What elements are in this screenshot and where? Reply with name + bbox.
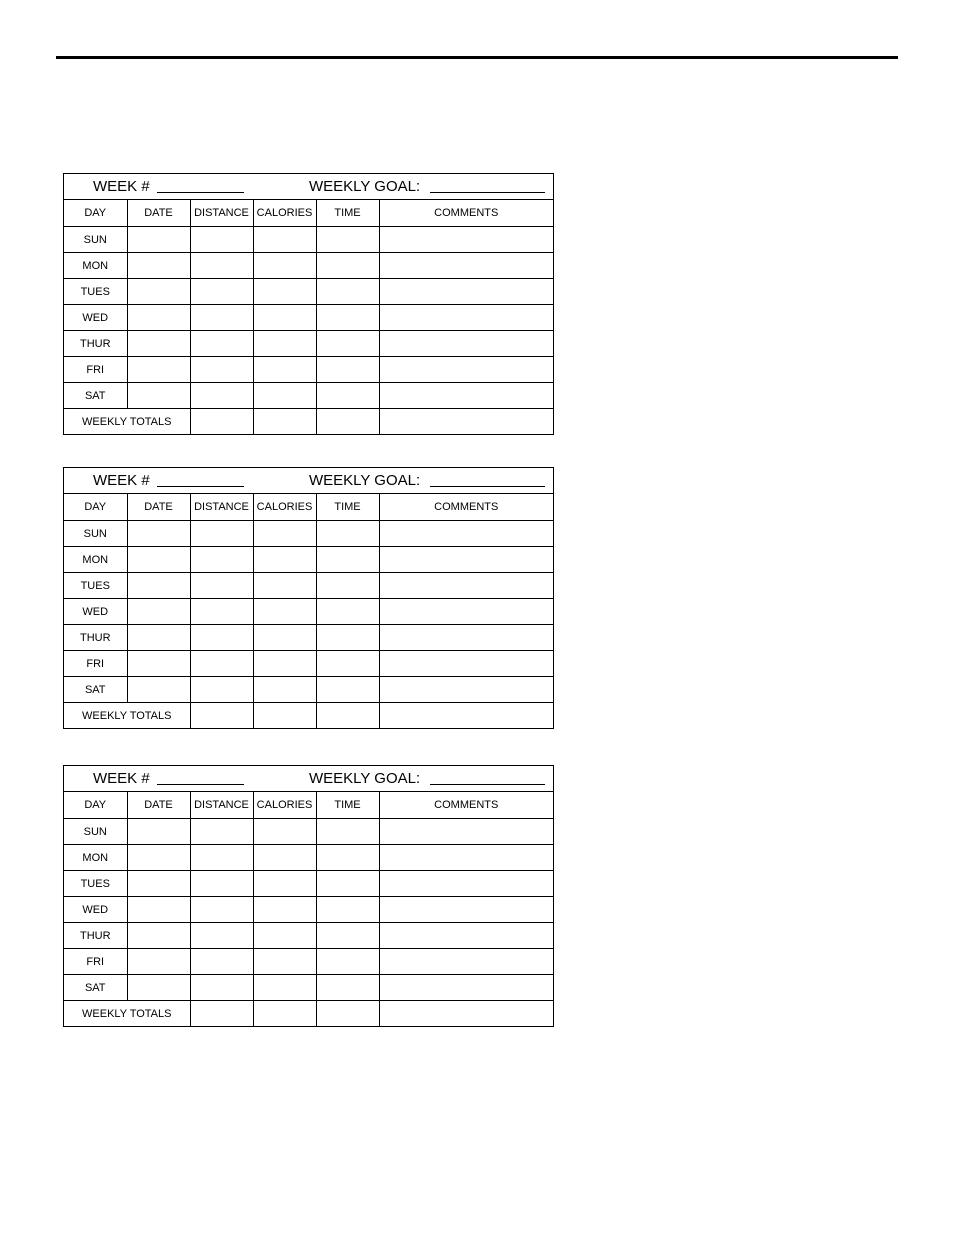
entry-cell-calories[interactable] <box>253 651 316 677</box>
entry-cell-time[interactable] <box>316 331 379 357</box>
table-row <box>64 923 553 949</box>
total-cell-time[interactable] <box>316 1001 379 1027</box>
entry-cell-calories[interactable] <box>253 677 316 703</box>
entry-cell-time[interactable] <box>316 357 379 383</box>
entry-cell-time[interactable] <box>316 651 379 677</box>
entry-cell-comments[interactable] <box>379 227 553 253</box>
entry-cell-date[interactable] <box>127 357 190 383</box>
weekly-goal-field[interactable] <box>430 486 545 487</box>
entry-cell-calories[interactable] <box>253 949 316 975</box>
entry-cell-distance[interactable] <box>190 599 253 625</box>
column-header-day: DAY <box>64 200 127 227</box>
entry-cell-distance[interactable] <box>190 923 253 949</box>
weekly-goal-label: WEEKLY GOAL: <box>309 178 421 195</box>
total-cell-calories[interactable] <box>253 409 316 435</box>
entry-cell-date[interactable] <box>127 279 190 305</box>
week-number-field[interactable] <box>157 784 244 785</box>
entry-cell-calories[interactable] <box>253 331 316 357</box>
weekly-totals-row <box>64 1001 553 1027</box>
card-header <box>64 766 553 792</box>
entry-cell-comments[interactable] <box>379 305 553 331</box>
entry-cell-date[interactable] <box>127 383 190 409</box>
weekly-log-card <box>63 173 554 435</box>
entry-cell-time[interactable] <box>316 227 379 253</box>
entry-cell-time[interactable] <box>316 975 379 1001</box>
table-row <box>64 975 553 1001</box>
entry-cell-date[interactable] <box>127 819 190 845</box>
entry-cell-calories[interactable] <box>253 279 316 305</box>
entry-cell-distance[interactable] <box>190 253 253 279</box>
log-table <box>64 494 553 728</box>
entry-cell-calories[interactable] <box>253 547 316 573</box>
entry-cell-comments[interactable] <box>379 331 553 357</box>
entry-cell-time[interactable] <box>316 547 379 573</box>
weekly-log-card <box>63 765 554 1027</box>
entry-cell-date[interactable] <box>127 625 190 651</box>
entry-cell-date[interactable] <box>127 547 190 573</box>
table-row <box>64 521 553 547</box>
day-label: SAT <box>64 383 127 409</box>
column-header-date: DATE <box>127 792 190 819</box>
entry-cell-calories[interactable] <box>253 625 316 651</box>
entry-cell-distance[interactable] <box>190 949 253 975</box>
day-label: SAT <box>64 677 127 703</box>
table-row <box>64 897 553 923</box>
entry-cell-calories[interactable] <box>253 305 316 331</box>
table-row <box>64 845 553 871</box>
column-header-date: DATE <box>127 494 190 521</box>
entry-cell-distance[interactable] <box>190 573 253 599</box>
entry-cell-distance[interactable] <box>190 357 253 383</box>
entry-cell-time[interactable] <box>316 677 379 703</box>
log-table <box>64 792 553 1026</box>
entry-cell-time[interactable] <box>316 253 379 279</box>
entry-cell-comments[interactable] <box>379 897 553 923</box>
entry-cell-date[interactable] <box>127 573 190 599</box>
entry-cell-date[interactable] <box>127 521 190 547</box>
day-label: SUN <box>64 521 127 547</box>
entry-cell-date[interactable] <box>127 923 190 949</box>
table-row <box>64 871 553 897</box>
entry-cell-date[interactable] <box>127 871 190 897</box>
entry-cell-comments[interactable] <box>379 547 553 573</box>
table-row <box>64 573 553 599</box>
column-header-day: DAY <box>64 494 127 521</box>
column-header-distance: DISTANCE <box>190 200 253 227</box>
table-row <box>64 677 553 703</box>
week-number-label: WEEK # <box>93 770 150 787</box>
entry-cell-time[interactable] <box>316 897 379 923</box>
entry-cell-distance[interactable] <box>190 677 253 703</box>
entry-cell-comments[interactable] <box>379 975 553 1001</box>
weekly-totals-label: WEEKLY TOTALS <box>64 1001 190 1027</box>
day-label: THUR <box>64 923 127 949</box>
entry-cell-date[interactable] <box>127 845 190 871</box>
entry-cell-time[interactable] <box>316 871 379 897</box>
table-row <box>64 599 553 625</box>
entry-cell-calories[interactable] <box>253 383 316 409</box>
day-label: MON <box>64 845 127 871</box>
entry-cell-date[interactable] <box>127 253 190 279</box>
entry-cell-comments[interactable] <box>379 625 553 651</box>
weekly-goal-field[interactable] <box>430 784 545 785</box>
entry-cell-calories[interactable] <box>253 521 316 547</box>
entry-cell-comments[interactable] <box>379 949 553 975</box>
day-label: FRI <box>64 651 127 677</box>
column-header-row <box>64 200 553 227</box>
entry-cell-date[interactable] <box>127 599 190 625</box>
entry-cell-calories[interactable] <box>253 599 316 625</box>
entry-cell-comments[interactable] <box>379 599 553 625</box>
entry-cell-calories[interactable] <box>253 573 316 599</box>
column-header-day: DAY <box>64 792 127 819</box>
total-cell-comments[interactable] <box>379 409 553 435</box>
day-label: FRI <box>64 357 127 383</box>
entry-cell-distance[interactable] <box>190 651 253 677</box>
entry-cell-date[interactable] <box>127 975 190 1001</box>
total-cell-time[interactable] <box>316 409 379 435</box>
column-header-time: TIME <box>316 792 379 819</box>
entry-cell-time[interactable] <box>316 599 379 625</box>
total-cell-calories[interactable] <box>253 1001 316 1027</box>
table-row <box>64 949 553 975</box>
entry-cell-calories[interactable] <box>253 923 316 949</box>
entry-cell-comments[interactable] <box>379 253 553 279</box>
table-row <box>64 819 553 845</box>
entry-cell-distance[interactable] <box>190 897 253 923</box>
day-label: MON <box>64 253 127 279</box>
column-header-comments: COMMENTS <box>379 200 553 227</box>
entry-cell-date[interactable] <box>127 305 190 331</box>
entry-cell-calories[interactable] <box>253 897 316 923</box>
entry-cell-time[interactable] <box>316 949 379 975</box>
entry-cell-time[interactable] <box>316 521 379 547</box>
card-header <box>64 468 553 494</box>
day-label: FRI <box>64 949 127 975</box>
entry-cell-date[interactable] <box>127 651 190 677</box>
entry-cell-distance[interactable] <box>190 227 253 253</box>
day-label: WED <box>64 305 127 331</box>
entry-cell-distance[interactable] <box>190 871 253 897</box>
column-header-calories: CALORIES <box>253 200 316 227</box>
entry-cell-distance[interactable] <box>190 819 253 845</box>
weekly-goal-label: WEEKLY GOAL: <box>309 472 421 489</box>
total-cell-distance[interactable] <box>190 1001 253 1027</box>
entry-cell-distance[interactable] <box>190 279 253 305</box>
entry-cell-comments[interactable] <box>379 871 553 897</box>
column-header-date: DATE <box>127 200 190 227</box>
weekly-goal-label: WEEKLY GOAL: <box>309 770 421 787</box>
week-number-label: WEEK # <box>93 178 150 195</box>
table-row <box>64 227 553 253</box>
table-row <box>64 357 553 383</box>
total-cell-comments[interactable] <box>379 703 553 729</box>
entry-cell-comments[interactable] <box>379 923 553 949</box>
top-rule <box>56 56 898 59</box>
entry-cell-comments[interactable] <box>379 651 553 677</box>
day-label: SUN <box>64 819 127 845</box>
entry-cell-distance[interactable] <box>190 331 253 357</box>
entry-cell-distance[interactable] <box>190 521 253 547</box>
entry-cell-distance[interactable] <box>190 547 253 573</box>
entry-cell-time[interactable] <box>316 279 379 305</box>
column-header-distance: DISTANCE <box>190 494 253 521</box>
entry-cell-date[interactable] <box>127 227 190 253</box>
log-table <box>64 200 553 434</box>
column-header-comments: COMMENTS <box>379 494 553 521</box>
entry-cell-date[interactable] <box>127 897 190 923</box>
entry-cell-comments[interactable] <box>379 521 553 547</box>
entry-cell-calories[interactable] <box>253 819 316 845</box>
entry-cell-date[interactable] <box>127 949 190 975</box>
week-number-field[interactable] <box>157 192 244 193</box>
entry-cell-comments[interactable] <box>379 279 553 305</box>
day-label: TUES <box>64 279 127 305</box>
table-row <box>64 305 553 331</box>
day-label: THUR <box>64 625 127 651</box>
weekly-goal-field[interactable] <box>430 192 545 193</box>
week-number-label: WEEK # <box>93 472 150 489</box>
entry-cell-time[interactable] <box>316 625 379 651</box>
entry-cell-time[interactable] <box>316 845 379 871</box>
week-number-field[interactable] <box>157 486 244 487</box>
entry-cell-calories[interactable] <box>253 357 316 383</box>
entry-cell-distance[interactable] <box>190 625 253 651</box>
column-header-calories: CALORIES <box>253 792 316 819</box>
entry-cell-comments[interactable] <box>379 845 553 871</box>
entry-cell-time[interactable] <box>316 383 379 409</box>
day-label: TUES <box>64 573 127 599</box>
entry-cell-distance[interactable] <box>190 975 253 1001</box>
weekly-totals-row <box>64 703 553 729</box>
entry-cell-calories[interactable] <box>253 975 316 1001</box>
table-row <box>64 547 553 573</box>
day-label: WED <box>64 897 127 923</box>
column-header-time: TIME <box>316 200 379 227</box>
entry-cell-distance[interactable] <box>190 383 253 409</box>
entry-cell-date[interactable] <box>127 677 190 703</box>
table-row <box>64 253 553 279</box>
day-label: SAT <box>64 975 127 1001</box>
entry-cell-time[interactable] <box>316 573 379 599</box>
entry-cell-distance[interactable] <box>190 845 253 871</box>
entry-cell-comments[interactable] <box>379 677 553 703</box>
column-header-calories: CALORIES <box>253 494 316 521</box>
total-cell-time[interactable] <box>316 703 379 729</box>
table-row <box>64 383 553 409</box>
table-row <box>64 279 553 305</box>
total-cell-comments[interactable] <box>379 1001 553 1027</box>
entry-cell-time[interactable] <box>316 923 379 949</box>
day-label: SUN <box>64 227 127 253</box>
entry-cell-comments[interactable] <box>379 383 553 409</box>
weekly-totals-row <box>64 409 553 435</box>
entry-cell-calories[interactable] <box>253 871 316 897</box>
card-header <box>64 174 553 200</box>
entry-cell-time[interactable] <box>316 819 379 845</box>
day-label: THUR <box>64 331 127 357</box>
column-header-row <box>64 494 553 521</box>
weekly-totals-label: WEEKLY TOTALS <box>64 703 190 729</box>
table-row <box>64 651 553 677</box>
entry-cell-date[interactable] <box>127 331 190 357</box>
column-header-comments: COMMENTS <box>379 792 553 819</box>
day-label: MON <box>64 547 127 573</box>
entry-cell-comments[interactable] <box>379 573 553 599</box>
entry-cell-distance[interactable] <box>190 305 253 331</box>
weekly-log-card <box>63 467 554 729</box>
column-header-time: TIME <box>316 494 379 521</box>
column-header-distance: DISTANCE <box>190 792 253 819</box>
day-label: WED <box>64 599 127 625</box>
entry-cell-time[interactable] <box>316 305 379 331</box>
entry-cell-comments[interactable] <box>379 357 553 383</box>
total-cell-calories[interactable] <box>253 703 316 729</box>
entry-cell-calories[interactable] <box>253 253 316 279</box>
day-label: TUES <box>64 871 127 897</box>
column-header-row <box>64 792 553 819</box>
total-cell-distance[interactable] <box>190 409 253 435</box>
table-row <box>64 625 553 651</box>
entry-cell-calories[interactable] <box>253 845 316 871</box>
entry-cell-comments[interactable] <box>379 819 553 845</box>
total-cell-distance[interactable] <box>190 703 253 729</box>
entry-cell-calories[interactable] <box>253 227 316 253</box>
table-row <box>64 331 553 357</box>
weekly-totals-label: WEEKLY TOTALS <box>64 409 190 435</box>
